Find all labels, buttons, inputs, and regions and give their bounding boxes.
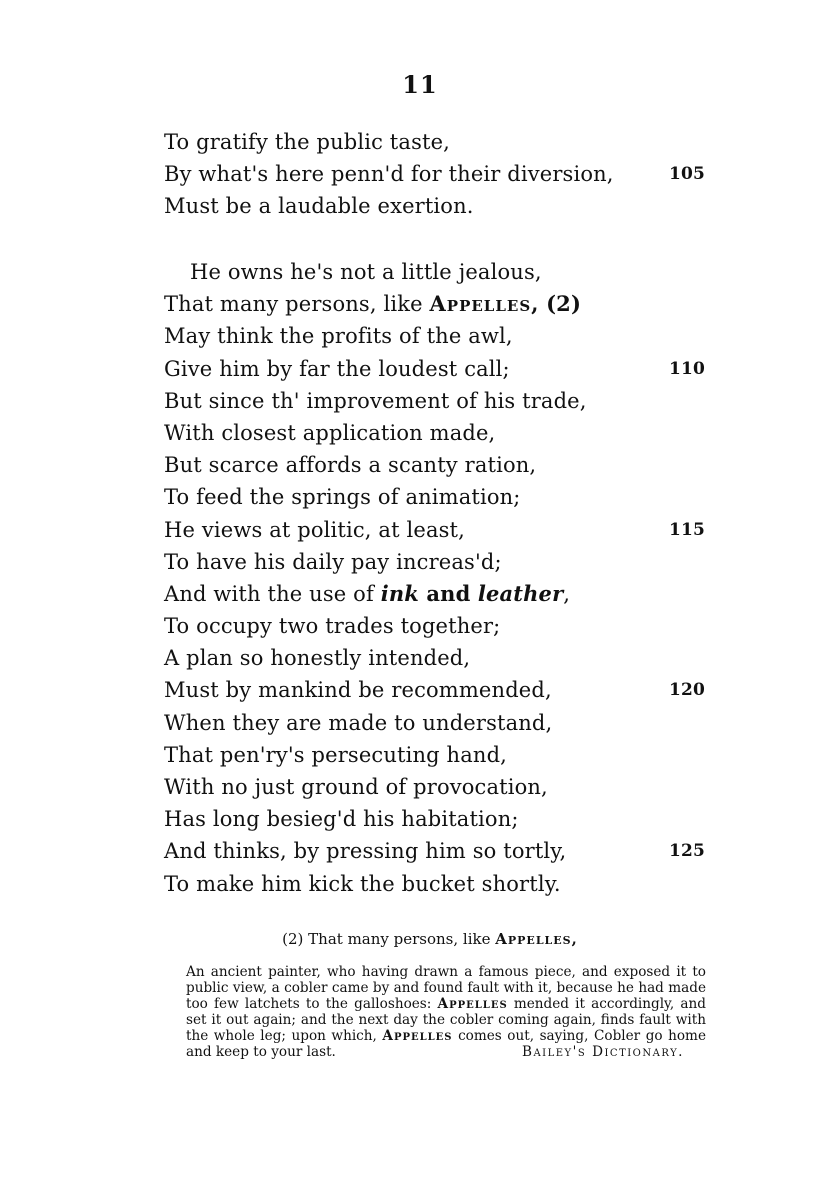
poem-line-text: And with the use of (164, 581, 381, 606)
poem-line-text: That many persons, like (164, 292, 430, 317)
poem-line (164, 320, 724, 352)
poem-line-text: With no just ground of provocation, (164, 775, 548, 799)
stanza-1 (164, 126, 724, 223)
poem-line-text: He views at politic, at least, (164, 517, 465, 542)
poem-line-text: Must by mankind be recommended, (164, 678, 552, 703)
poem-line-text: Must be a laudable exertion. (164, 194, 474, 219)
poem-line (164, 674, 724, 706)
poem-line (164, 771, 724, 803)
poem-line-text: , (563, 581, 571, 606)
footnote-ref: , (2) (531, 291, 582, 317)
stanza-2 (164, 256, 724, 900)
poem-line (164, 481, 724, 513)
poem-line (164, 835, 724, 867)
poem-line (164, 739, 724, 771)
poem-line (164, 707, 724, 739)
name-appelles: Appelles (429, 291, 532, 317)
poem-line (164, 514, 724, 546)
poem-line-text: To have his daily pay increas'd; (164, 549, 502, 574)
footnote-heading-text: (2) That many persons, like (282, 930, 496, 948)
poem-line (164, 868, 724, 900)
footnote-source: Bailey's Dictionary. (521, 1044, 684, 1060)
line-number: 125 (669, 841, 705, 862)
poem-line (164, 803, 724, 835)
poem-line (164, 158, 724, 190)
italic-word-ink: ink (380, 580, 419, 606)
poem-line (164, 610, 724, 642)
poem-line (164, 385, 724, 417)
poem-line (164, 288, 724, 320)
poem-line-text: Has long besieg'd his habitation; (164, 807, 519, 832)
poem-line (164, 190, 724, 222)
poem-line-text: And thinks, by pressing him so tortly, (164, 839, 567, 864)
line-number: 110 (669, 358, 705, 379)
poem-line-text: But since th' improvement of his trade, (164, 388, 587, 413)
footnote-heading (0, 930, 840, 948)
line-number: 105 (669, 164, 705, 185)
poem-line (164, 417, 724, 449)
poem-line-text: To feed the springs of animation; (164, 485, 521, 510)
poem-line (164, 578, 724, 610)
italic-word-leather: leather (477, 580, 564, 606)
poem-line-text: May think the profits of the awl, (164, 324, 513, 349)
poem-line-text: He owns he's not a little jealous, (190, 260, 542, 284)
footnote-text: An ancient painter, who having drawn a famous piece, and exposed it to public view, a cobler came by and found fault with it, because he had made too few latchets to the galloshoes: (186, 964, 706, 1012)
poem-line (164, 546, 724, 578)
name-appelles: Appelles (382, 1028, 453, 1044)
poem-line-text: Give him by far the loudest call; (164, 356, 510, 381)
poem-line (164, 449, 724, 481)
poem-line (164, 353, 724, 385)
poem-line-text: When they are made to understand, (164, 710, 553, 735)
poem-line-text: and (418, 580, 478, 606)
poem-line-text: That pen'ry's persecuting hand, (164, 742, 507, 767)
poem-line (164, 126, 724, 158)
poem-line-text: A plan so honestly intended, (164, 646, 471, 671)
poem-line-text: But scarce affords a scanty ration, (164, 453, 537, 478)
footnote-text: comes out, saying, Cobler go home and keep to your last. (186, 1028, 706, 1060)
line-number: 120 (669, 680, 705, 701)
footnote-text: mended it accordingly, and set it out again; and the next day the cobler coming again, finds fault with the whole leg; upon which, (186, 996, 706, 1044)
footnote-body (186, 964, 706, 1060)
page-number: 11 (402, 70, 438, 99)
name-appelles: Appelles (437, 996, 508, 1012)
poem-line-text: With closest application made, (164, 420, 496, 445)
poem-line-text: To make him kick the bucket shortly. (164, 871, 561, 896)
poem-line-text: To occupy two trades together; (164, 614, 501, 639)
poem-line-text: By what's here penn'd for their diversion, (164, 162, 614, 187)
line-number: 115 (669, 519, 705, 540)
poem-line (164, 256, 724, 288)
poem-line (164, 642, 724, 674)
name-appelles: Appelles, (495, 930, 578, 948)
poem-line-text: To gratify the public taste, (164, 130, 450, 154)
